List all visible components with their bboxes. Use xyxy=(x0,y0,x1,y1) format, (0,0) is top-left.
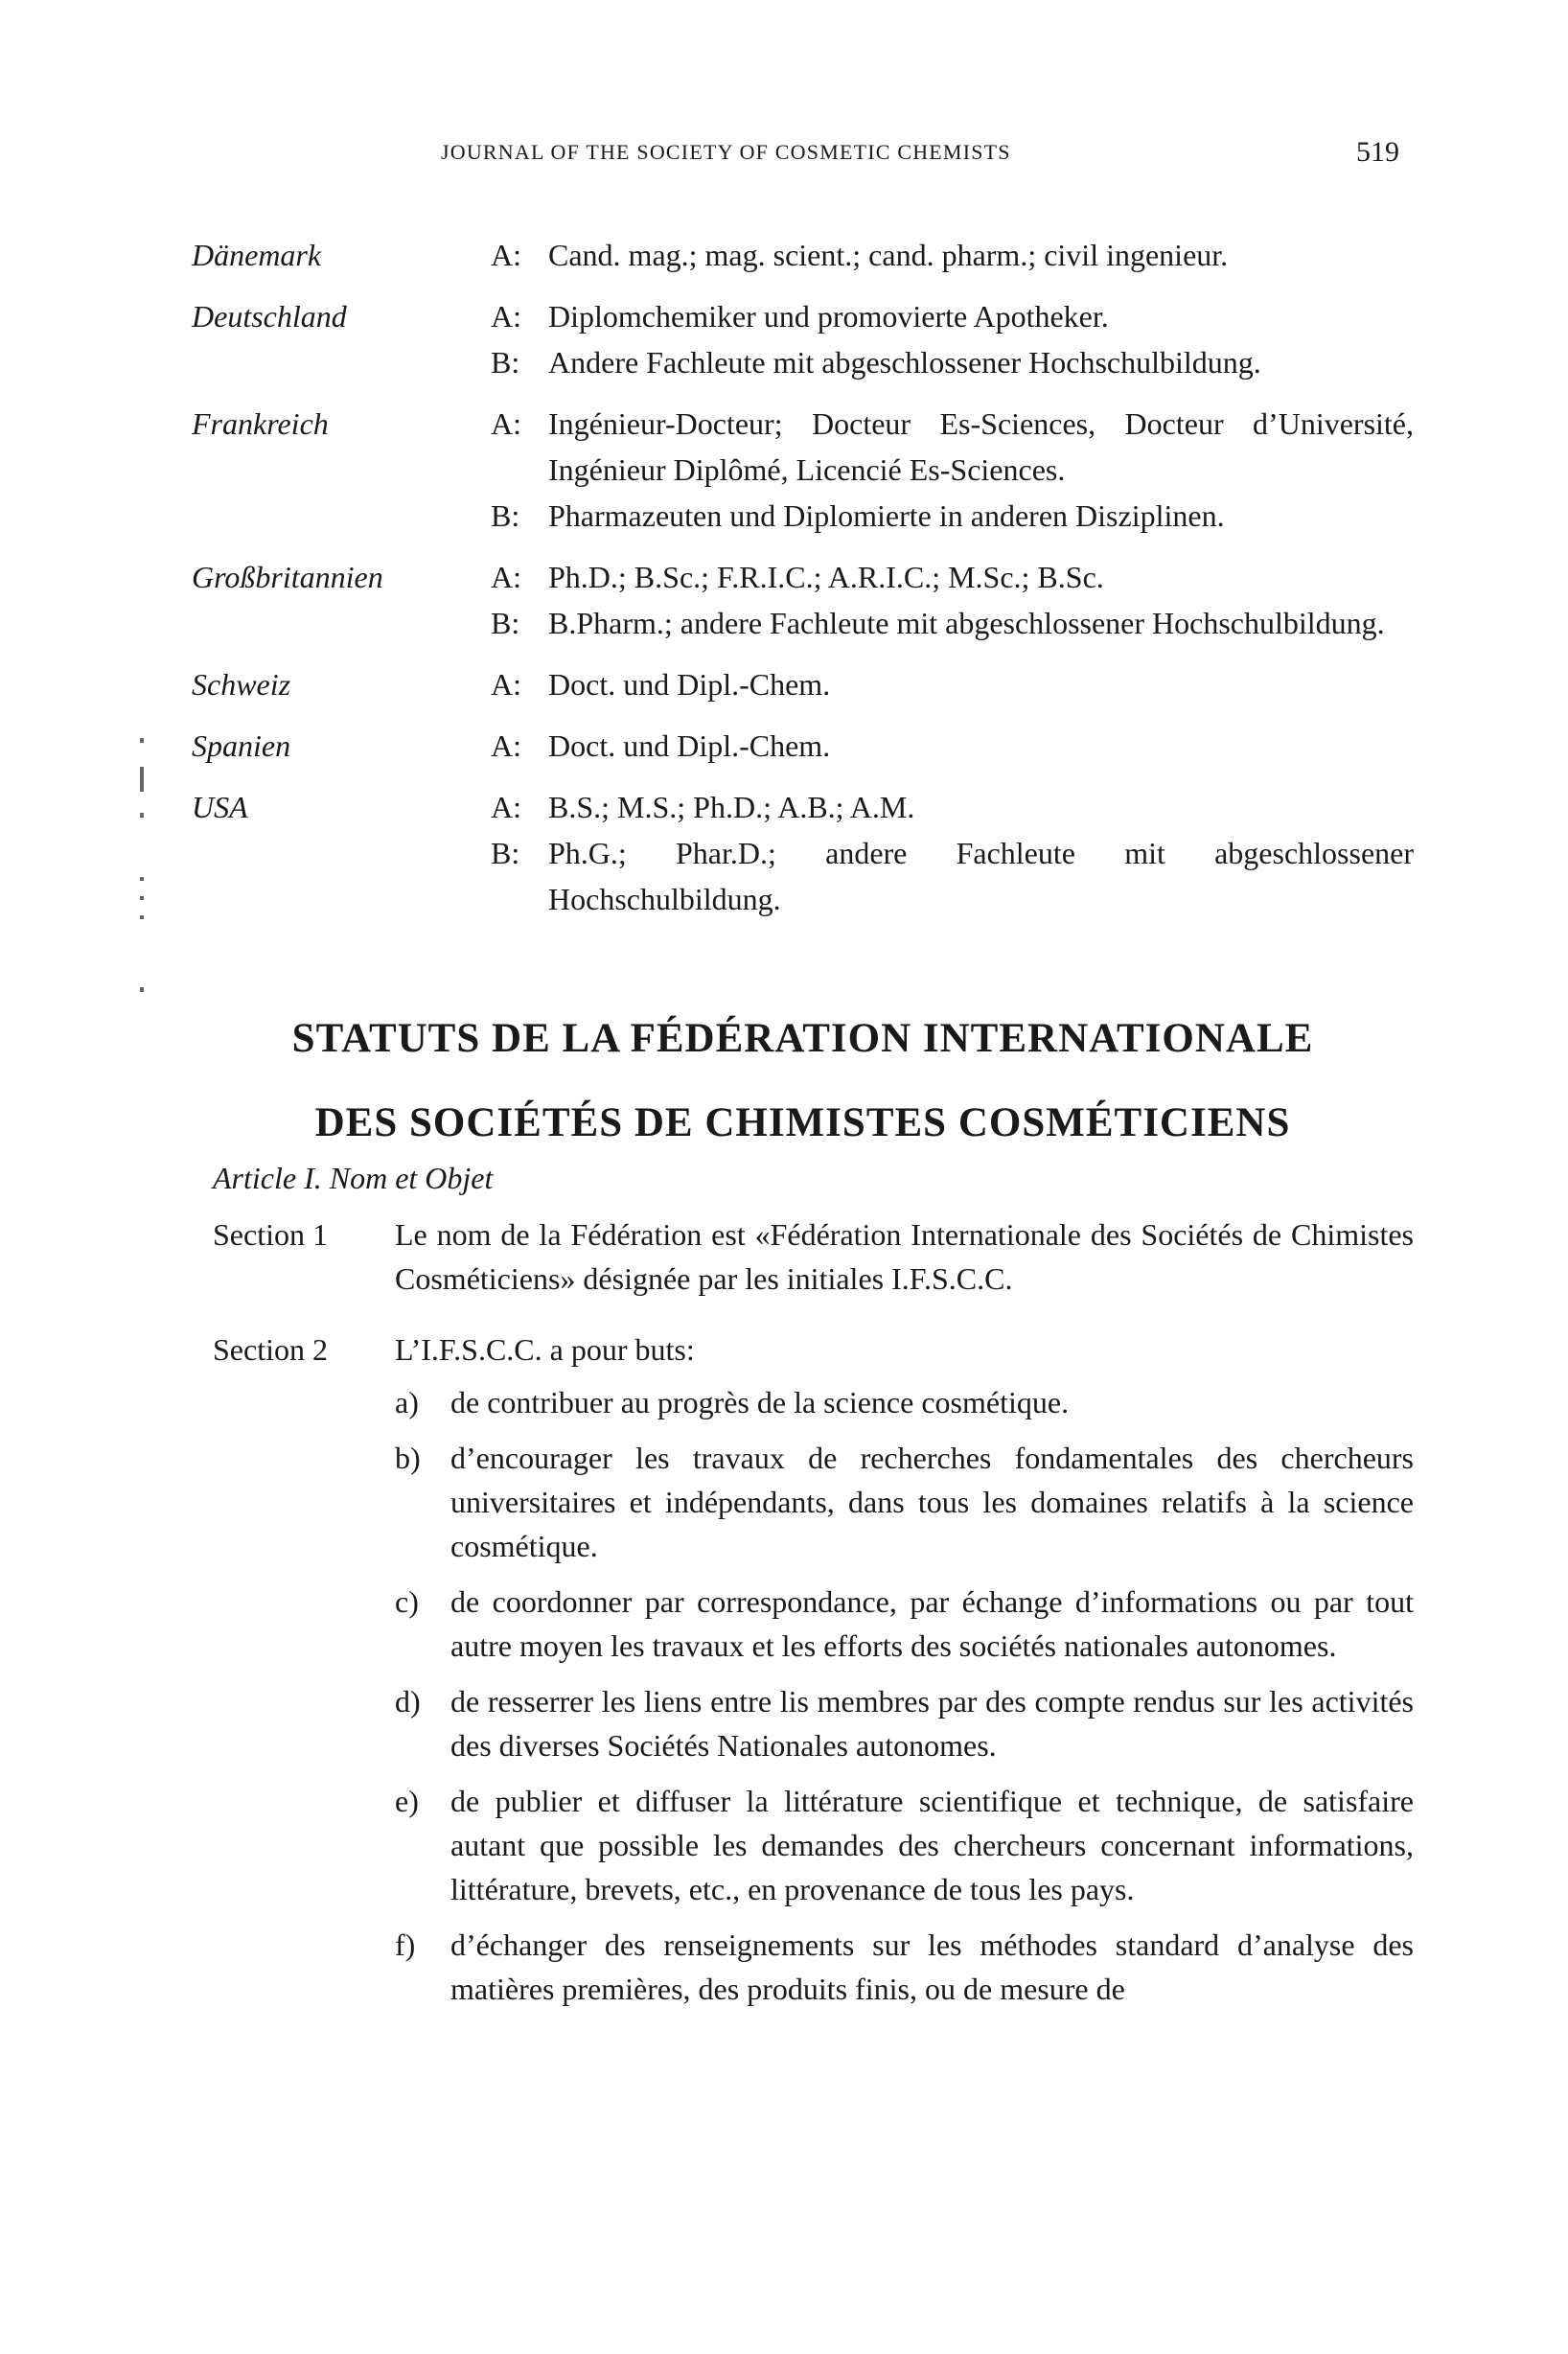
objective-text: d’encourager les travaux de recherches fondamentales des chercheurs universitaires et indépendants, dans tous les domaines relatifs à la science cosmétique. xyxy=(450,1441,1414,1563)
section-text: L’I.F.S.C.C. a pour buts: xyxy=(395,1332,695,1367)
objective-letter: c) xyxy=(395,1584,419,1619)
country-label: Frankreich xyxy=(192,406,329,441)
grade-code: A: xyxy=(491,667,521,702)
degree-row xyxy=(192,293,1414,385)
grade-line xyxy=(491,784,1414,830)
degree-row xyxy=(192,784,1414,922)
section-label: Section 2 xyxy=(213,1332,328,1367)
grade-line xyxy=(491,600,1414,646)
grade-text: B.S.; M.S.; Ph.D.; A.B.; A.M. xyxy=(548,790,915,824)
country-label: Deutschland xyxy=(192,299,347,334)
section xyxy=(213,1212,1414,1301)
objective-item xyxy=(395,1679,1414,1767)
margin-mark xyxy=(140,987,144,992)
margin-mark xyxy=(140,738,144,743)
grade-line xyxy=(491,293,1414,339)
grade-code: B: xyxy=(491,606,520,640)
grade-lines xyxy=(491,784,1414,922)
country-label: Spanien xyxy=(192,728,291,763)
degree-row xyxy=(192,232,1414,278)
grade-text: Andere Fachleute mit abgeschlossener Hochschulbildung. xyxy=(548,345,1261,380)
country-label: Schweiz xyxy=(192,667,291,702)
title-line-2: DES SOCIÉTÉS DE CHIMISTES COSMÉTICIENS xyxy=(314,1100,1291,1145)
grade-text: Pharmazeuten und Diplomierte in anderen Disziplinen. xyxy=(548,498,1225,533)
objective-text: de publier et diffuser la littérature scientifique et technique, de satisfaire autant que possible les demandes des chercheurs concernant informations, littérature, brevets, etc., en provenance de tous les pays. xyxy=(450,1784,1414,1906)
objective-item xyxy=(395,1436,1414,1568)
article-heading: Article I. Nom et Objet xyxy=(213,1161,494,1195)
margin-mark xyxy=(140,767,144,792)
grade-lines xyxy=(491,661,1414,707)
grade-text: Doct. und Dipl.-Chem. xyxy=(548,667,831,702)
grade-text: Doct. und Dipl.-Chem. xyxy=(548,728,831,763)
grade-text: Cand. mag.; mag. scient.; cand. pharm.; civil ingenieur. xyxy=(548,238,1229,272)
objective-letter: b) xyxy=(395,1441,421,1475)
objective-letter: d) xyxy=(395,1684,421,1719)
objective-item xyxy=(395,1923,1414,2011)
grade-code: A: xyxy=(491,728,521,763)
section-text: Le nom de la Fédération est «Fédération Internationale des Sociétés de Chimistes Cosméticiens» désignée par les initiales I.F.S.C.C. xyxy=(395,1217,1414,1296)
country-label: Großbritannien xyxy=(192,560,383,594)
running-head: JOURNAL OF THE SOCIETY OF COSMETIC CHEMISTS xyxy=(441,140,1011,164)
objectives-list xyxy=(395,1380,1414,2022)
grade-code: A: xyxy=(491,238,521,272)
grade-text: Ph.D.; B.Sc.; F.R.I.C.; A.R.I.C.; M.Sc.; B.Sc. xyxy=(548,560,1104,594)
objective-item xyxy=(395,1380,1414,1424)
degree-row xyxy=(192,723,1414,769)
degree-row xyxy=(192,554,1414,646)
grade-text: Ingénieur-Docteur; Docteur Es-Sciences, Docteur d’Université, Ingénieur Diplômé, Licencié Es-Sciences. xyxy=(548,406,1414,487)
objective-letter: e) xyxy=(395,1784,419,1818)
objective-letter: a) xyxy=(395,1385,419,1419)
grade-code: B: xyxy=(491,836,520,870)
page-number: 519 xyxy=(1356,136,1399,168)
margin-mark xyxy=(140,877,144,881)
grade-line xyxy=(491,723,1414,769)
margin-mark xyxy=(140,896,144,900)
grade-code: A: xyxy=(491,560,521,594)
grade-lines xyxy=(491,232,1414,278)
grade-lines xyxy=(491,293,1414,385)
article-sections xyxy=(213,1212,1414,1398)
objective-text: d’échanger des renseignements sur les méthodes standard d’analyse des matières premières, des produits finis, ou de mesure de xyxy=(450,1927,1414,2006)
grade-line xyxy=(491,661,1414,707)
objective-text: de contribuer au progrès de la science cosmétique. xyxy=(450,1385,1070,1419)
grade-code: B: xyxy=(491,498,520,533)
grade-code: A: xyxy=(491,790,521,824)
country-label: Dänemark xyxy=(192,238,322,272)
grade-lines xyxy=(491,401,1414,539)
grade-text: Ph.G.; Phar.D.; andere Fachleute mit abgeschlossener Hochschulbildung. xyxy=(548,836,1414,916)
margin-marks xyxy=(138,738,157,1026)
grade-code: A: xyxy=(491,299,521,334)
objective-item xyxy=(395,1779,1414,1911)
objective-text: de resserrer les liens entre lis membres par des compte rendus sur les activités des diverses Sociétés Nationales autonomes. xyxy=(450,1684,1414,1763)
grade-line xyxy=(491,493,1414,539)
grade-line xyxy=(491,554,1414,600)
section xyxy=(213,1327,1414,1372)
page-header xyxy=(441,132,1399,174)
grade-text: Diplomchemiker und promovierte Apotheker. xyxy=(548,299,1109,334)
margin-mark xyxy=(140,813,144,818)
country-label: USA xyxy=(192,790,248,824)
grade-line xyxy=(491,339,1414,385)
grade-line xyxy=(491,830,1414,922)
grade-line xyxy=(491,232,1414,278)
grade-text: B.Pharm.; andere Fachleute mit abgeschlossener Hochschulbildung. xyxy=(548,606,1385,640)
objective-item xyxy=(395,1580,1414,1668)
section-label: Section 1 xyxy=(213,1217,328,1252)
degree-table xyxy=(192,232,1414,937)
title-line-1: STATUTS DE LA FÉDÉRATION INTERNATIONALE xyxy=(291,1016,1314,1061)
grade-lines xyxy=(491,723,1414,769)
margin-mark xyxy=(140,915,144,919)
statutes-title xyxy=(192,997,1414,1165)
grade-code: A: xyxy=(491,406,521,441)
grade-code: B: xyxy=(491,345,520,380)
degree-row xyxy=(192,401,1414,539)
degree-row xyxy=(192,661,1414,707)
objective-text: de coordonner par correspondance, par échange d’informations ou par tout autre moyen les travaux et les efforts des sociétés nationales autonomes. xyxy=(450,1584,1414,1663)
grade-line xyxy=(491,401,1414,493)
grade-lines xyxy=(491,554,1414,646)
objective-letter: f) xyxy=(395,1927,416,1962)
